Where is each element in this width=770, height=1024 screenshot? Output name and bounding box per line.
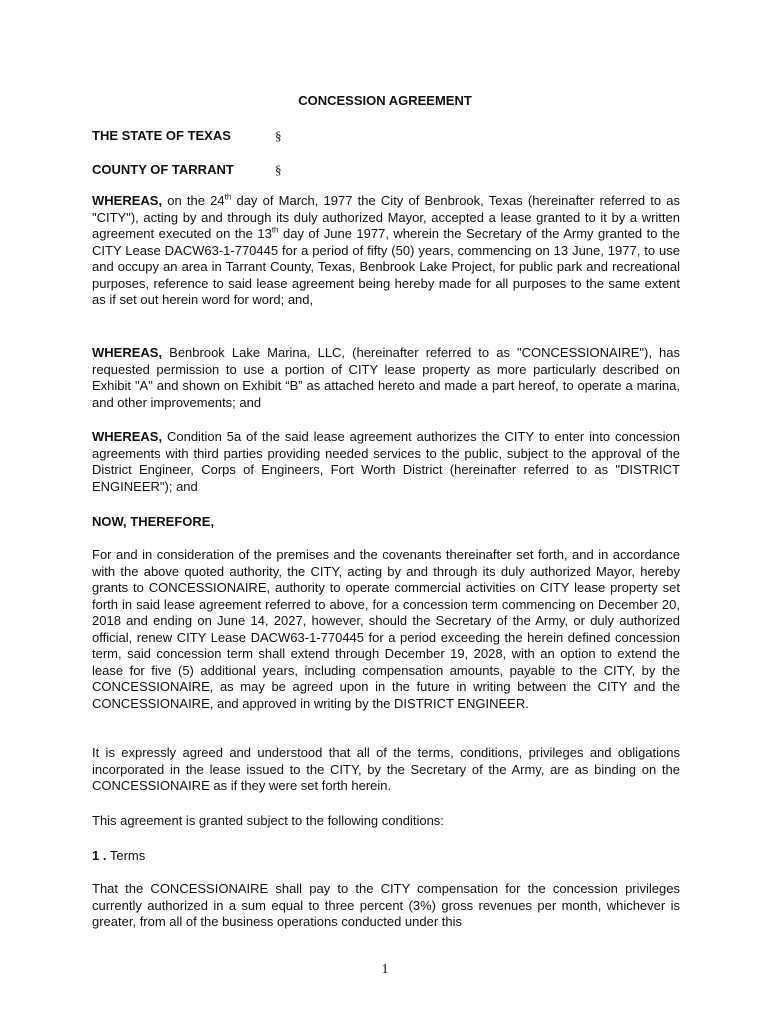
caption-state-label: THE STATE OF TEXAS <box>92 128 231 143</box>
whereas-lead: WHEREAS, <box>92 193 163 208</box>
whereas-lead: WHEREAS, <box>92 345 163 360</box>
conditions-intro: This agreement is granted subject to the following conditions: <box>92 813 444 828</box>
terms-paragraph: That the CONCESSIONAIRE shall pay to the CITY compensation for the concession privileges currently authorized in a sum equal to three percent (3%) gross revenues per month, whichever is greater, from all of the business operations conducted under this <box>92 881 680 929</box>
para1-text-c: day of June 1977, wherein the Secretary of the Army granted to the CITY Lease DACW63-1-770445 for a period of fifty (50) years, commencing on 13 June, 1977, to use and occupy an area in Tarrant County, Texas, Benbrook Lake Project, for public park and recreational purposes, reference to said lease agreement being hereby made for all purposes to the same extent as if set out herein word for word; and, <box>92 226 680 307</box>
section-1-heading <box>92 848 145 863</box>
section-symbol: § <box>275 128 282 143</box>
para1-text-b: day of March, 1977 the City of Benbrook, Texas (hereinafter referred to as "CITY"), acting by and through its duly authorized Mayor, accepted a lease granted to it by a written agreement executed on the 13 <box>92 193 680 241</box>
document-title: CONCESSION AGREEMENT <box>298 93 472 108</box>
section-symbol: § <box>275 162 282 177</box>
whereas-paragraph-2 <box>92 345 680 411</box>
page-number: 1 <box>381 962 389 977</box>
ordinal-suffix: th <box>224 192 232 202</box>
caption-county <box>92 162 282 177</box>
section-title: Terms <box>109 848 146 863</box>
whereas-paragraph-1 <box>92 193 680 309</box>
grant-paragraph: For and in consideration of the premises and the covenants thereinafter set forth, and in accordance with the above quoted authority, the CITY, acting by and through its duly authorized Mayor, hereby grants to CONCESSIONAIRE, authority to operate commercial activities on CITY lease property set forth in said lease agreement referred to above, for a concession term commencing on December 20, 2018 and ending on June 14, 2027, however, should the Secretary of the Army, or duly authorized official, renew CITY Lease DACW63-1-770445 for a period exceeding the herein defined concession term, said concession term shall extend through December 19, 2028, with an option to extend the lease for five (5) additional years, including compensation amounts, payable to the CITY, by the CONCESSIONAIRE, as may be agreed upon in the future in writing between the CITY and the CONCESSIONAIRE, and approved in writing by the DISTRICT ENGINEER. <box>92 547 680 711</box>
ordinal-suffix: th <box>271 225 279 235</box>
para3-text: Condition 5a of the said lease agreement authorizes the CITY to enter into concession agreements with third parties providing needed services to the public, subject to the approval of the District Engineer, Corps of Engineers, Fort Worth District (hereinafter referred to as "DISTRICT ENGINEER"); and <box>92 429 680 494</box>
now-therefore-heading: NOW, THEREFORE, <box>92 514 215 529</box>
whereas-paragraph-3 <box>92 429 680 495</box>
whereas-lead: WHEREAS, <box>92 429 163 444</box>
caption-county-label: COUNTY OF TARRANT <box>92 162 234 177</box>
section-number: 1 . <box>92 848 107 863</box>
binding-paragraph: It is expressly agreed and understood that all of the terms, conditions, privileges and obligations incorporated in the lease issued to the CITY, by the Secretary of the Army, are as binding on the CONCESSIONAIRE as if they were set forth herein. <box>92 745 680 793</box>
para1-text-a: on the 24 <box>162 193 225 208</box>
caption-state <box>92 128 282 143</box>
para2-text: Benbrook Lake Marina, LLC, (hereinafter referred to as "CONCESSIONAIRE"), has requested permission to use a portion of CITY lease property as more particularly described on Exhibit "A" and shown on Exhibit “B” as attached hereto and made a part hereof, to operate a marina, and other improvements; and <box>92 345 680 410</box>
